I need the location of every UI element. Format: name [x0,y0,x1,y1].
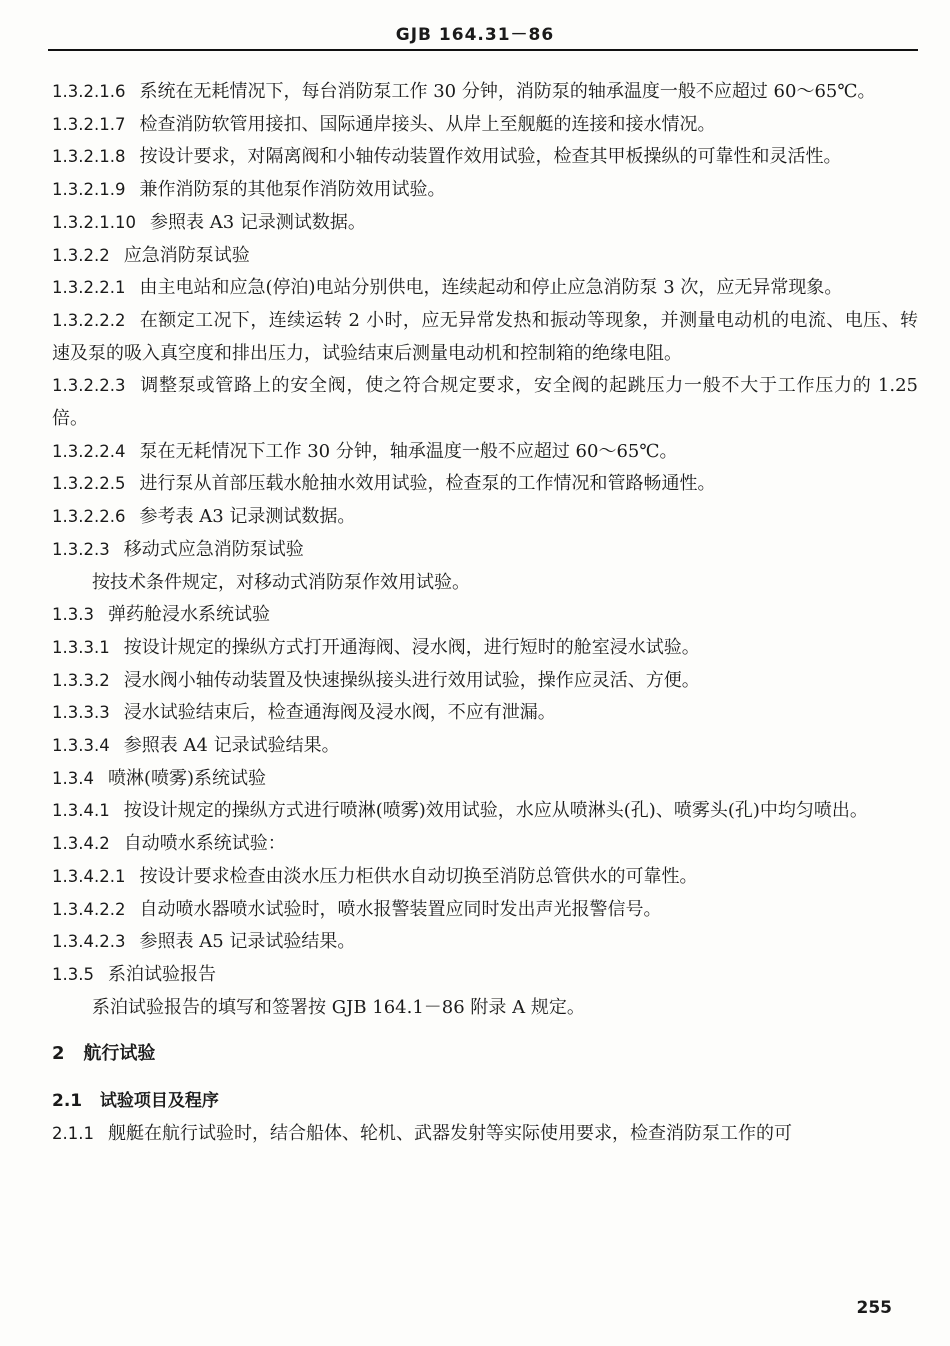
clause-number: 1.3.4.2.3 [52,932,126,952]
paragraph [52,468,918,501]
header-rule [48,49,918,51]
clause-number: 1.3.2.1.8 [52,147,126,167]
clause-text: 按设计规定的操纵方式打开通海阀、浸水阀，进行短时的舱室浸水试验。 [123,636,700,658]
paragraph [52,76,918,109]
clause-number: 1.3.4.2 [52,834,110,854]
clause-text: 进行泵从首部压载水舱抽水效用试验，检查泵的工作情况和管路畅通性。 [139,473,716,495]
clause-number: 1.3.2.2.2 [52,310,126,330]
clause-number: 1.3.2.2.3 [52,376,126,396]
section-number: 2.1 [52,1091,83,1112]
clause-text: 系泊试验报告 [107,963,216,985]
clause-number: 1.3.4.2.1 [52,866,126,886]
paragraph [52,828,918,861]
clause-number: 1.3.5 [52,964,94,984]
clause-number: 1.3.2.1.9 [52,180,126,200]
clause-number: 1.3.2.1.10 [52,212,136,232]
clause-text: 调整泵或管路上的安全阀，使之符合规定要求，安全阀的起跳压力一般不大于工作压力的 1.25 倍。 [52,375,918,430]
paragraph [52,665,918,698]
chapter-number: 2 [52,1043,65,1065]
clause-number: 1.3.2.2.4 [52,441,126,461]
clause-text: 喷淋(喷雾)系统试验 [107,767,267,789]
clause-text: 参照表 A3 记录测试数据。 [149,211,366,233]
paragraph [52,795,918,828]
clause-text: 在额定工况下，连续运转 2 小时，应无异常发热和振动等现象，并测量电动机的电流、电压、转速及泵的吸入真空度和排出压力，试验结束后测量电动机和控制箱的绝缘电阻。 [52,309,918,364]
clause-number: 1.3.3 [52,605,94,625]
clause-number: 1.3.2.2 [52,245,110,265]
paragraph [52,697,918,730]
paragraph [52,632,918,665]
paragraph [52,272,918,305]
clause-text: 检查消防软管用接扣、国际通岸接头、从岸上至舰艇的连接和接水情况。 [139,113,716,135]
paragraph [52,599,918,632]
paragraph [52,305,918,370]
clause-text: 参考表 A3 记录测试数据。 [139,506,356,528]
clause-text: 由主电站和应急(停泊)电站分别供电，连续起动和停止应急消防泵 3 次，应无异常现象。 [139,277,843,299]
chapter-title: 航行试验 [83,1043,156,1065]
clause-text: 兼作消防泵的其他泵作消防效用试验。 [139,179,446,201]
paragraph-list [52,76,918,1024]
clause-text: 按设计要求检查由淡水压力柜供水自动切换至消防总管供水的可靠性。 [139,865,698,887]
clause-text: 移动式应急消防泵试验 [123,538,304,560]
clause-number: 1.3.4.1 [52,801,110,821]
paragraph [52,861,918,894]
clause-text: 应急消防泵试验 [123,244,250,266]
paragraph [52,534,918,567]
clause-number: 1.3.4 [52,768,94,788]
clause-text: 浸水阀小轴传动装置及快速操纵接头进行效用试验，操作应灵活、方便。 [123,669,700,691]
clause-text: 参照表 A4 记录试验结果。 [123,735,340,757]
paragraph [52,370,918,435]
clause-number: 1.3.3.4 [52,736,110,756]
clause-number: 1.3.2.1.6 [52,82,126,101]
clause-text: 系统在无耗情况下，每台消防泵工作 30 分钟，消防泵的轴承温度一般不应超过 60～65℃。 [139,81,876,102]
clause-number: 1.3.2.2.6 [52,507,126,527]
clause-number: 2.1.1 [52,1123,94,1143]
paragraph [52,763,918,796]
clause-text: 弹药舱浸水系统试验 [107,604,270,626]
clause-text: 按设计规定的操纵方式进行喷淋(喷雾)效用试验，水应从喷淋头(孔)、喷雾头(孔)中均匀喷出。 [123,800,868,822]
page-number: 255 [856,1298,892,1318]
paragraph [52,992,918,1025]
paragraph [52,1118,918,1151]
clause-number: 1.3.2.2.5 [52,474,126,494]
paragraph [52,894,918,927]
paragraph [52,959,918,992]
paragraph [52,436,918,469]
clause-number: 1.3.2.3 [52,539,110,559]
section-heading [52,1085,918,1118]
clause-number: 1.3.3.3 [52,703,110,723]
paragraph [52,926,918,959]
clause-text: 自动喷水器喷水试验时，喷水报警装置应同时发出声光报警信号。 [139,898,662,920]
clause-text: 自动喷水系统试验： [123,833,286,855]
clause-text: 舰艇在航行试验时，结合船体、轮机、武器发射等实际使用要求，检查消防泵工作的可 [107,1122,792,1144]
paragraph [52,730,918,763]
document-body [52,76,918,1151]
paragraph [52,109,918,142]
clause-number: 1.3.3.1 [52,637,110,657]
clause-text: 按设计要求，对隔离阀和小轴传动装置作效用试验，检查其甲板操纵的可靠性和灵活性。 [139,146,842,168]
paragraph [52,240,918,273]
paragraph [52,567,918,600]
clause-text: 泵在无耗情况下工作 30 分钟，轴承温度一般不应超过 60～65℃。 [139,440,678,462]
clause-text: 参照表 A5 记录试验结果。 [139,931,356,953]
clause-text: 浸水试验结束后，检查通海阀及浸水阀，不应有泄漏。 [123,702,556,724]
clause-number: 1.3.3.2 [52,670,110,690]
document-header: GJB 164.31－86 [395,25,555,45]
paragraph [52,501,918,534]
section-title: 试验项目及程序 [99,1091,219,1112]
clause-text: 系泊试验报告的填写和签署按 GJB 164.1－86 附录 A 规定。 [92,996,585,1018]
paragraph [52,141,918,174]
paragraph [52,207,918,240]
chapter-heading [52,1038,918,1071]
clause-number: 1.3.2.1.7 [52,114,126,134]
clause-number: 1.3.2.2.1 [52,278,126,298]
clause-number: 1.3.4.2.2 [52,899,126,919]
clause-text: 按技术条件规定，对移动式消防泵作效用试验。 [92,571,470,593]
paragraph [52,174,918,207]
